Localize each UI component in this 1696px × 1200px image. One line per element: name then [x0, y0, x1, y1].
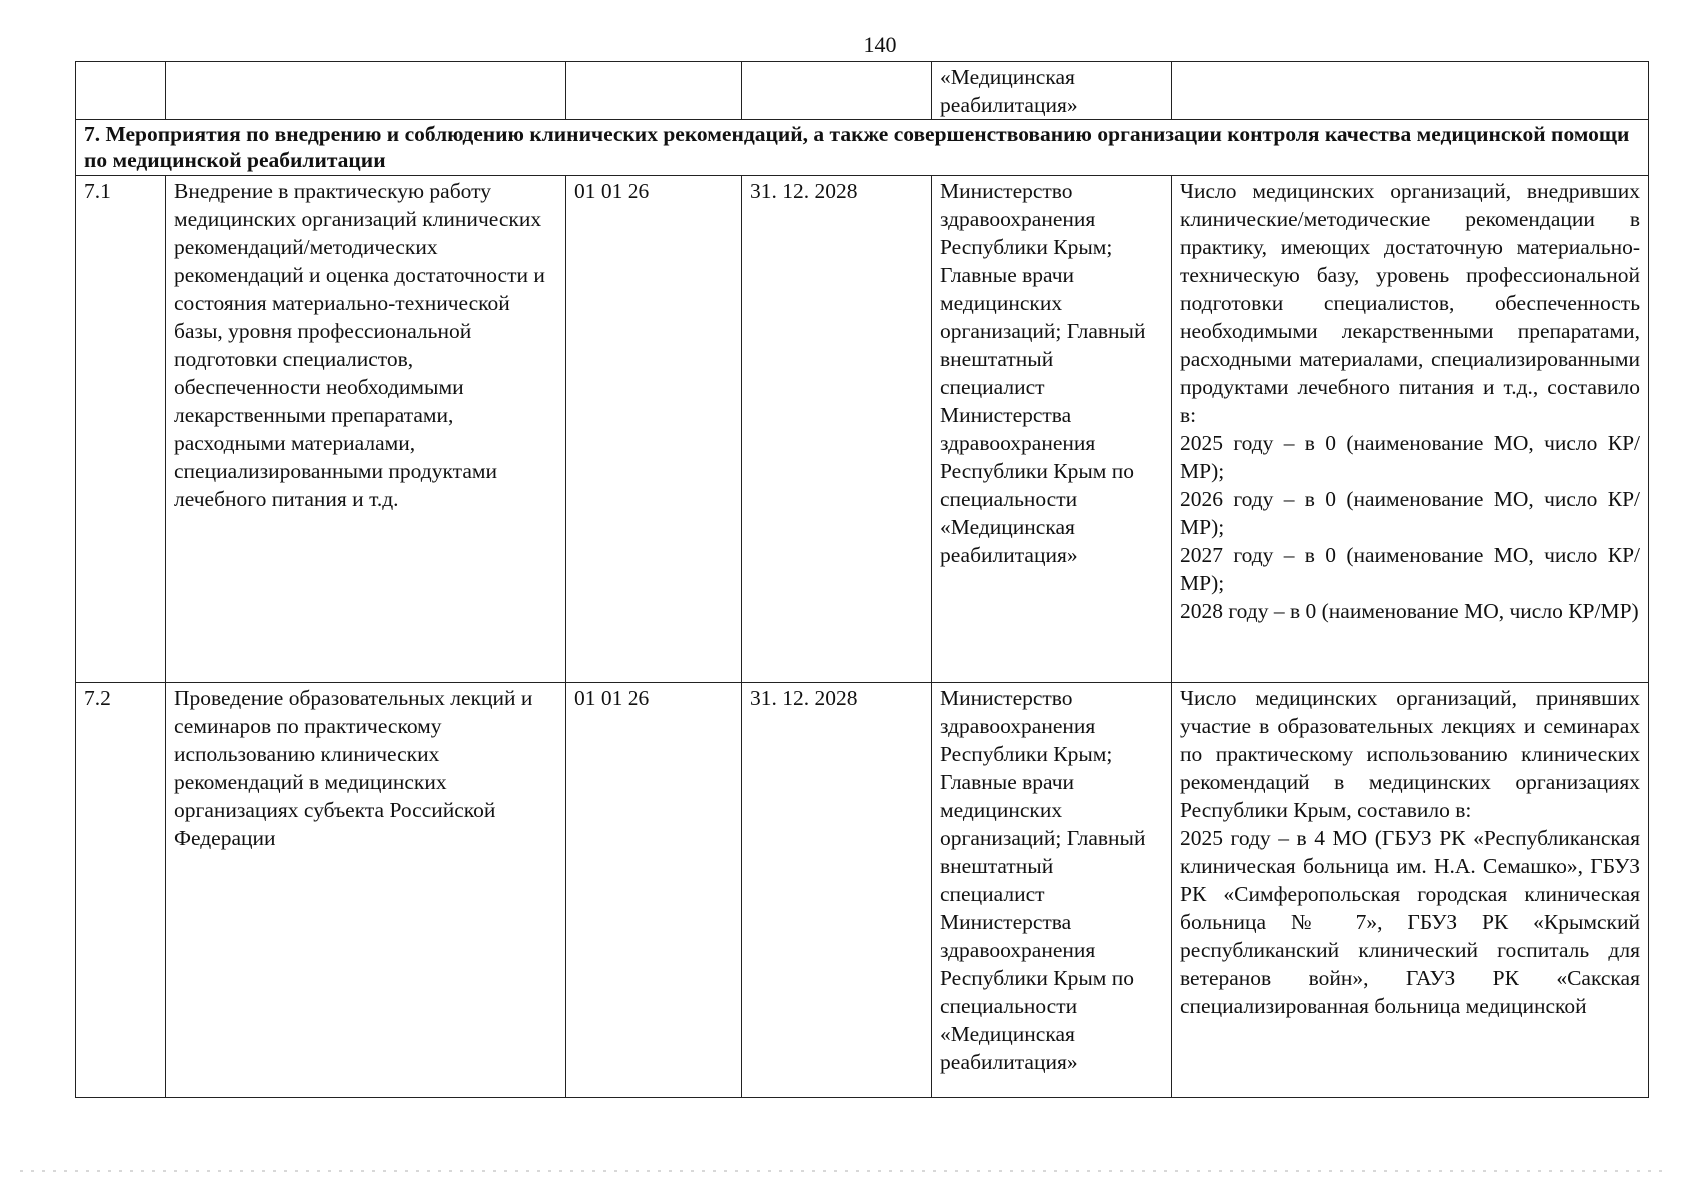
result-year-line: 2025 году – в 0 (наименование МО, число КР/МР);	[1180, 431, 1640, 483]
continuation-row	[76, 62, 1649, 120]
result-year-line: 2028 году – в 0 (наименование МО, число КР/МР)	[1180, 599, 1639, 623]
end-date: 31. 12. 2028	[742, 683, 932, 1098]
row-number: 7.2	[76, 683, 166, 1098]
scan-noise-line	[20, 1170, 1670, 1172]
result-year-line: 2027 году – в 0 (наименование МО, число КР/МР);	[1180, 543, 1640, 595]
result-text	[1172, 176, 1649, 683]
number-cell	[76, 62, 166, 120]
activity-text: Проведение образовательных лекций и семинаров по практическому использованию клинических рекомендаций в медицинских организациях субъекта Российской Федерации	[166, 683, 566, 1098]
page-number: 140	[863, 32, 897, 57]
activities-table	[75, 61, 1649, 1098]
end-date: 31. 12. 2028	[742, 176, 932, 683]
row-number: 7.1	[76, 176, 166, 683]
result-year-line: 2026 году – в 0 (наименование МО, число КР/МР);	[1180, 487, 1640, 539]
section-header-row	[76, 120, 1649, 176]
end-date-cell	[742, 62, 932, 120]
result-paragraph: Число медицинских организаций, принявших участие в образовательных лекциях и семинарах по практическому использованию клинических рекомендаций в медицинских организациях Республики Крым, составило в:	[1180, 686, 1640, 822]
result-paragraph: Число медицинских организаций, внедривших клинические/методические рекомендации в практику, имеющих достаточную материально-техническую базу, уровень профессиональной подготовки специалистов, обеспеченность необходимыми лекарственными препаратами, расходными материалами, специализированными продуктами лечебного питания и т.д., составило в:	[1180, 179, 1640, 427]
start-date: 01 01 26	[566, 683, 742, 1098]
start-date: 01 01 26	[566, 176, 742, 683]
start-date-cell	[566, 62, 742, 120]
activity-cell	[166, 62, 566, 120]
responsible-text: Министерство здравоохранения Республики Крым; Главные врачи медицинских организаций; Главный внештатный специалист Министерства здравоохранения Республики Крым по специальности «Медицинская реабилитация»	[932, 176, 1172, 683]
result-year-line: 2025 году – в 4 МО (ГБУЗ РК «Республиканская клиническая больница им. Н.А. Семашко», ГБУЗ РК «Симферопольская городская клиническая больница № 7», ГБУЗ РК «Крымский республиканский клинический госпиталь для ветеранов войн», ГАУЗ РК «Сакская специализированная больница медицинской	[1180, 826, 1640, 1018]
responsible-text: Министерство здравоохранения Республики Крым; Главные врачи медицинских организаций; Главный внештатный специалист Министерства здравоохранения Республики Крым по специальности «Медицинская реабилитация»	[932, 683, 1172, 1098]
result-text	[1172, 683, 1649, 1098]
activity-text: Внедрение в практическую работу медицинских организаций клинических рекомендаций/методических рекомендаций и оценка достаточности и состояния материально-технической базы, уровня профессиональной подготовки специалистов, обеспеченности необходимыми лекарственными препаратами, расходными материалами, специализированными продуктами лечебного питания и т.д.	[166, 176, 566, 683]
responsible-cell: «Медицинская реабилитация»	[932, 62, 1172, 120]
table-row	[76, 176, 1649, 683]
section-title: 7. Мероприятия по внедрению и соблюдению клинических рекомендаций, а также совершенствованию организации контроля качества медицинской помощи по медицинской реабилитации	[76, 120, 1649, 176]
result-cell	[1172, 62, 1649, 120]
table-row	[76, 683, 1649, 1098]
